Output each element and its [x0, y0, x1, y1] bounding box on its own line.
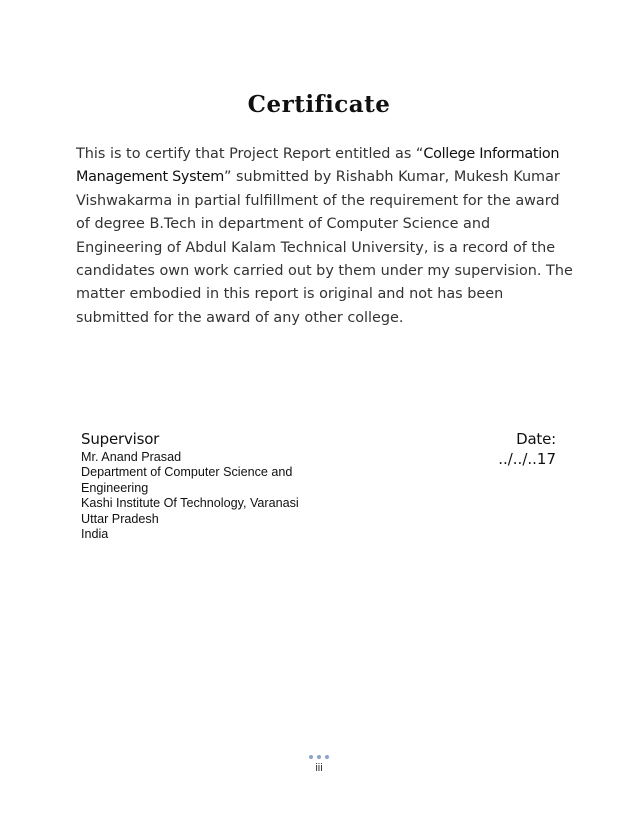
date-block — [498, 430, 556, 468]
page-number: iii — [315, 762, 323, 774]
certificate-title: Certificate — [247, 91, 391, 119]
footer-dots — [0, 755, 638, 759]
footer-dot — [325, 755, 329, 759]
date-value: ../../..17 — [498, 450, 556, 468]
supervisor-country: India — [81, 527, 109, 542]
project-title: College Information Management System — [76, 146, 560, 186]
body-text-part1: This is to certify that Project Report entitled as “ — [76, 146, 424, 162]
supervisor-block — [81, 430, 361, 542]
certificate-body — [76, 143, 576, 330]
footer-dot — [309, 755, 313, 759]
date-label: Date: — [516, 430, 556, 448]
supervisor-heading: Supervisor — [81, 430, 160, 448]
supervisor-name: Mr. Anand Prasad — [81, 450, 182, 464]
supervisor-institute: Kashi Institute Of Technology, Varanasi — [81, 496, 299, 511]
supervisor-department: Department of Computer Science and Engineering — [81, 465, 293, 495]
supervisor-state: Uttar Pradesh — [81, 511, 159, 526]
body-text-part2: ” submitted by Rishabh Kumar, Mukesh Kumar Vishwakarma in partial fulfillment of the requirement for the award of degree B.Tech in department of Computer Science and Engineering of Abdul Kalam Technical University, is a record of the candidates own work carried out by them under my supervision. The matter embodied in this report is original and not has been submitted for the award of any other college. — [76, 169, 573, 326]
footer-dot — [317, 755, 321, 759]
